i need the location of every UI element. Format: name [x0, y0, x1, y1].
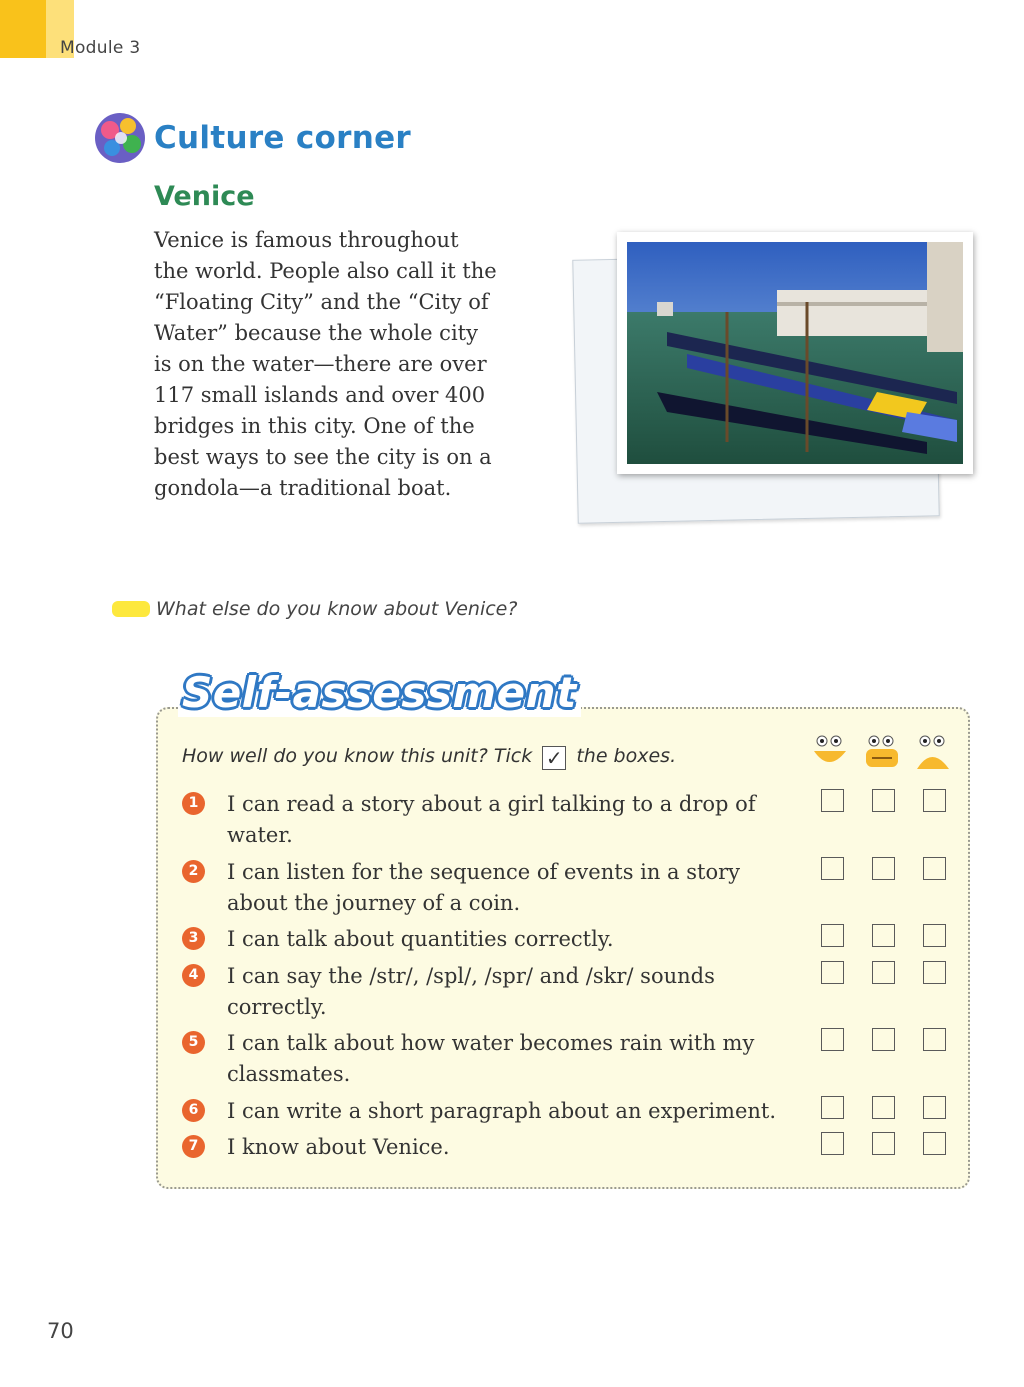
checkbox-sad[interactable]	[923, 1132, 946, 1155]
item-text: about the journey of a coin.	[227, 891, 521, 915]
item-number: 7	[182, 1135, 205, 1158]
checkbox-sad[interactable]	[923, 789, 946, 812]
item-text: I can write a short paragraph about an experiment.	[227, 1099, 777, 1123]
checkbox-happy[interactable]	[821, 961, 844, 984]
body-line: is on the water—there are over	[154, 352, 487, 376]
item-number: 2	[182, 860, 205, 883]
item-number: 4	[182, 964, 205, 987]
item-number: 5	[182, 1031, 205, 1054]
happy-face-icon	[812, 733, 852, 773]
checkbox-sad[interactable]	[923, 961, 946, 984]
checkbox-sad[interactable]	[923, 1096, 946, 1119]
body-line: 117 small islands and over 400	[154, 383, 486, 407]
instruction-text: How well do you know this unit? Tick	[182, 745, 533, 767]
sad-face-icon	[915, 733, 955, 773]
checkbox-neutral[interactable]	[872, 1096, 895, 1119]
item-text: I can listen for the sequence of events in a story	[227, 860, 741, 884]
body-line: gondola—a traditional boat.	[154, 476, 452, 500]
checkbox-happy[interactable]	[821, 789, 844, 812]
neutral-face-icon	[864, 733, 904, 773]
item-text: I can read a story about a girl talking to a drop of	[227, 792, 756, 816]
body-line: bridges in this city. One of the	[154, 414, 475, 438]
checkbox-sad[interactable]	[923, 924, 946, 947]
checkbox-happy[interactable]	[821, 1096, 844, 1119]
tick-icon: ✓	[542, 746, 566, 770]
body-line: best ways to see the city is on a	[154, 445, 492, 469]
item-number: 6	[182, 1099, 205, 1122]
module-label: Module 3	[60, 38, 141, 58]
venice-photo	[617, 232, 973, 474]
highlight-marker	[112, 601, 150, 617]
checkbox-sad[interactable]	[923, 1028, 946, 1051]
section-title: Culture corner	[154, 120, 411, 156]
item-number: 3	[182, 927, 205, 950]
checkbox-happy[interactable]	[821, 857, 844, 880]
checkbox-happy[interactable]	[821, 1028, 844, 1051]
item-text: I know about Venice.	[227, 1135, 450, 1159]
self-assessment-title: Self-assessment	[178, 668, 581, 717]
item-text: classmates.	[227, 1062, 351, 1086]
checkbox-neutral[interactable]	[872, 857, 895, 880]
checkbox-happy[interactable]	[821, 924, 844, 947]
body-line: Water” because the whole city	[154, 321, 478, 345]
item-text: I can say the /str/, /spl/, /spr/ and /skr/ sounds	[227, 964, 715, 988]
checkbox-neutral[interactable]	[872, 961, 895, 984]
item-text: correctly.	[227, 995, 327, 1019]
checkbox-happy[interactable]	[821, 1132, 844, 1155]
item-text: I can talk about how water becomes rain with my	[227, 1031, 755, 1055]
instruction-text: the boxes.	[576, 745, 677, 767]
page-number: 70	[47, 1319, 74, 1343]
checkbox-neutral[interactable]	[872, 789, 895, 812]
globe-icon	[92, 112, 148, 164]
body-line: “Floating City” and the “City of	[154, 290, 489, 314]
item-text: I can talk about quantities correctly.	[227, 927, 614, 951]
body-line: Venice is famous throughout	[154, 228, 459, 252]
instruction	[182, 745, 676, 770]
venice-photo-image	[627, 242, 963, 464]
body-line: the world. People also call it the	[154, 259, 497, 283]
checkbox-neutral[interactable]	[872, 924, 895, 947]
item-number: 1	[182, 792, 205, 815]
item-text: water.	[227, 823, 293, 847]
article-title: Venice	[154, 181, 255, 212]
article-body	[154, 225, 534, 504]
checkbox-neutral[interactable]	[872, 1028, 895, 1051]
discussion-question: What else do you know about Venice?	[156, 598, 518, 620]
checkbox-neutral[interactable]	[872, 1132, 895, 1155]
checkbox-sad[interactable]	[923, 857, 946, 880]
